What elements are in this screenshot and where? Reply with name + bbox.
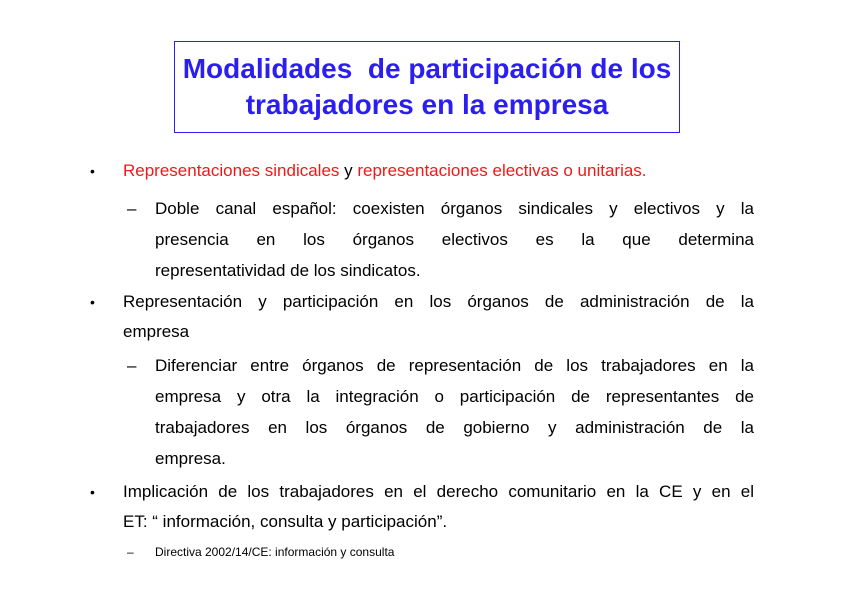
bullet-2-line-1: Representación y participación en los órganos de administración de la <box>123 292 754 311</box>
sub-item-1-line-2: presencia en los órganos electivos es la que determina <box>155 230 754 249</box>
dash-icon: – <box>127 545 134 559</box>
title-box <box>174 41 680 133</box>
bullet-1-part-1: Representaciones sindicales <box>123 161 340 180</box>
bullet-2-text <box>123 287 754 347</box>
bullet-icon: • <box>90 484 95 500</box>
bullet-item-1 <box>90 156 754 186</box>
bullet-3-line-2: ET: “ información, consulta y participación”. <box>123 512 448 531</box>
bullet-icon: • <box>90 163 95 179</box>
sub-item-2-line-4: empresa. <box>155 449 226 468</box>
bullet-icon: • <box>90 294 95 310</box>
slide-title-line-1: Modalidades de participación de los <box>182 53 672 84</box>
sub-item-3-text <box>155 542 754 562</box>
sub-item-1-line-1: Doble canal español: coexisten órganos sindicales y electivos y la <box>155 199 754 218</box>
sub-item-1-text <box>155 193 754 286</box>
bullet-3-text <box>123 477 754 537</box>
sub-item-2-line-1: Diferenciar entre órganos de representación de los trabajadores en la <box>155 356 754 375</box>
bullet-3-line-1: Implicación de los trabajadores en el derecho comunitario en la CE y en el <box>123 482 754 501</box>
sub-item-2-line-2: empresa y otra la integración o participación de representantes de <box>155 387 754 406</box>
bullet-1-part-2: y <box>339 161 358 180</box>
dash-icon: – <box>127 356 137 375</box>
sub-item-2-line-3: trabajadores en los órganos de gobierno y administración de la <box>155 418 754 437</box>
bullet-2-line-2: empresa <box>123 322 190 341</box>
sub-item-2-text <box>155 350 754 474</box>
slide-title-line-2: trabajadores en la empresa <box>245 89 609 120</box>
bullet-1-part-3: representaciones electivas o unitarias. <box>357 161 647 180</box>
sub-item-1-line-3: representatividad de los sindicatos. <box>155 261 421 280</box>
bullet-1-text <box>123 156 754 186</box>
sub-item-3-line-1: Directiva 2002/14/CE: información y consulta <box>155 545 395 559</box>
dash-icon: – <box>127 199 137 218</box>
slide-title <box>183 51 672 123</box>
